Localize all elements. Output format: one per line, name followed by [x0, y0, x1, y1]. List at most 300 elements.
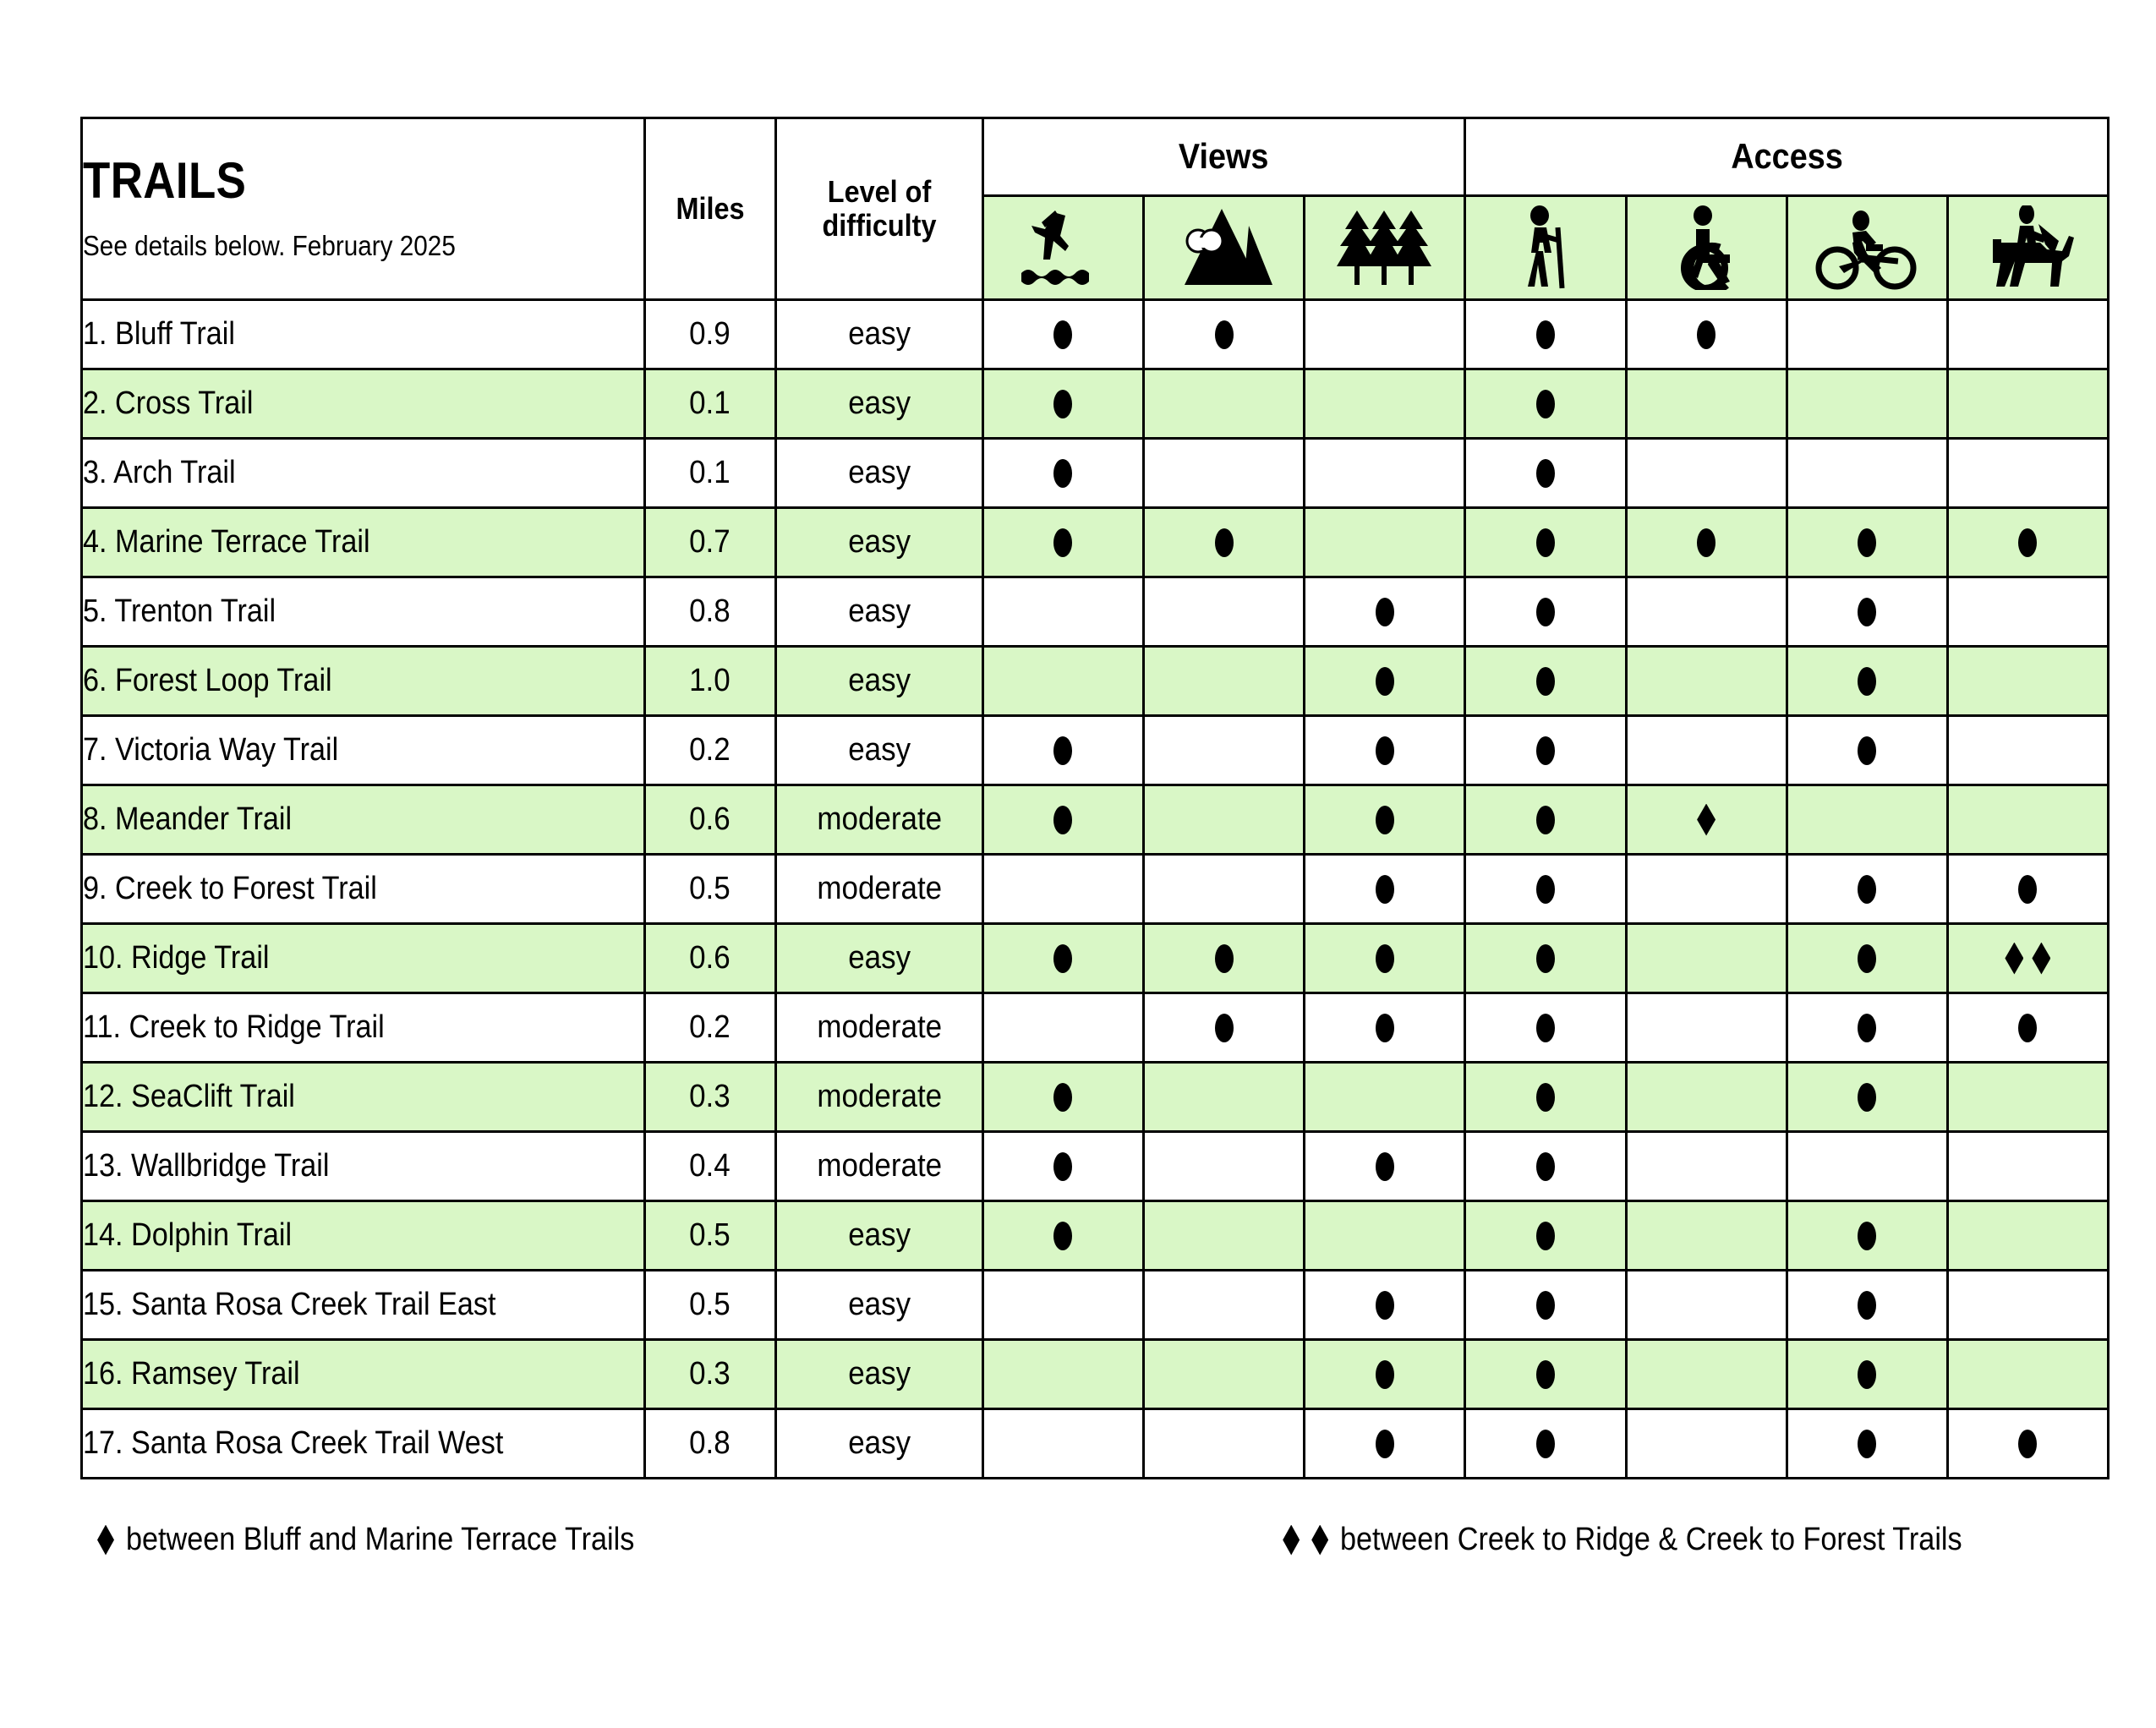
trail-miles-cell: [644, 785, 775, 855]
mark-cell-biking: [1787, 1409, 1947, 1479]
trail-name-label: 8. Meander Trail: [83, 801, 293, 837]
diamond-marker: [1697, 804, 1715, 836]
table-row: [82, 716, 2109, 785]
mark-cell-mountain: [1144, 1132, 1305, 1201]
mark-cell-mountain: [1144, 577, 1305, 647]
mark-cell-hiking: [1465, 508, 1626, 577]
trail-difficulty-cell: [775, 508, 982, 577]
trail-name-cell: [82, 1063, 645, 1132]
trail-difficulty-value: moderate: [816, 1079, 942, 1114]
trail-miles-value: 1.0: [689, 663, 731, 698]
hiker-icon: [1466, 205, 1624, 290]
trail-name-label: 1. Bluff Trail: [83, 316, 235, 352]
trail-difficulty-cell: [775, 924, 982, 993]
trail-difficulty-value: easy: [847, 1287, 911, 1322]
mark-cell-forest: [1305, 1201, 1465, 1271]
trail-difficulty-value: easy: [847, 386, 911, 421]
dot-marker: [1376, 1360, 1394, 1389]
mark-cell-horse: [1947, 924, 2108, 993]
mark-cell-biking: [1787, 647, 1947, 716]
trail-miles-cell: [644, 439, 775, 508]
column-header-difficulty-line1: Level of: [827, 173, 931, 209]
mark-cell-horse: [1947, 1340, 2108, 1409]
dot-marker: [1376, 598, 1394, 626]
trail-difficulty-value: easy: [847, 732, 911, 768]
dot-marker: [1536, 944, 1555, 973]
trail-difficulty-value: easy: [847, 1217, 911, 1253]
table-row: [82, 1201, 2109, 1271]
trail-name-label: 6. Forest Loop Trail: [83, 663, 332, 698]
table-row: [82, 855, 2109, 924]
pine-trees-icon: [1305, 207, 1464, 288]
mark-cell-horse: [1947, 508, 2108, 577]
mark-cell-hiking: [1465, 855, 1626, 924]
diamond-icon: [97, 1525, 114, 1556]
column-header-wheelchair: [1626, 195, 1787, 299]
trail-name-label: 13. Wallbridge Trail: [83, 1148, 330, 1184]
mark-cell-horse: [1947, 369, 2108, 439]
table-row: [82, 508, 2109, 577]
horseback-rider-icon: [1949, 205, 2107, 290]
trail-difficulty-cell: [775, 300, 982, 369]
mark-cell-ocean: [982, 577, 1143, 647]
dot-marker: [1053, 1222, 1072, 1250]
dot-marker: [1536, 1291, 1555, 1320]
mark-cell-forest: [1305, 855, 1465, 924]
mark-cell-horse: [1947, 647, 2108, 716]
trail-difficulty-cell: [775, 439, 982, 508]
table-row: [82, 1271, 2109, 1340]
trail-miles-cell: [644, 1409, 775, 1479]
dot-marker: [1376, 667, 1394, 696]
mark-cell-forest: [1305, 785, 1465, 855]
dot-marker: [1053, 528, 1072, 557]
mark-cell-horse: [1947, 1132, 2108, 1201]
trail-name-cell: [82, 1271, 645, 1340]
mark-cell-mountain: [1144, 1271, 1305, 1340]
mark-cell-hiking: [1465, 300, 1626, 369]
wheelchair-icon: [1628, 205, 1786, 290]
mark-cell-mountain: [1144, 1340, 1305, 1409]
trail-miles-cell: [644, 1271, 775, 1340]
mark-cell-horse: [1947, 439, 2108, 508]
mark-cell-mountain: [1144, 439, 1305, 508]
mark-cell-biking: [1787, 577, 1947, 647]
dot-marker: [1376, 875, 1394, 904]
trail-miles-value: 0.6: [689, 940, 731, 976]
mark-cell-biking: [1787, 300, 1947, 369]
mark-cell-ocean: [982, 439, 1143, 508]
mark-cell-hiking: [1465, 993, 1626, 1063]
mountains-icon: [1145, 207, 1303, 288]
trail-miles-cell: [644, 855, 775, 924]
trail-miles-value: 0.2: [689, 732, 731, 768]
footnote-single-diamond-text: between Bluff and Marine Terrace Trails: [126, 1522, 635, 1557]
trail-name-label: 10. Ridge Trail: [83, 940, 270, 976]
trail-name-cell: [82, 1132, 645, 1201]
trail-miles-cell: [644, 577, 775, 647]
trail-name-cell: [82, 1201, 645, 1271]
mark-cell-mountain: [1144, 716, 1305, 785]
mark-cell-ocean: [982, 1409, 1143, 1479]
mark-cell-biking: [1787, 1132, 1947, 1201]
mark-cell-wheelchair: [1626, 993, 1787, 1063]
trail-miles-value: 0.3: [689, 1079, 731, 1114]
dot-marker: [1536, 1360, 1555, 1389]
trail-name-cell: [82, 439, 645, 508]
mark-cell-horse: [1947, 577, 2108, 647]
trail-name-cell: [82, 369, 645, 439]
dot-marker: [1376, 944, 1394, 973]
trail-miles-cell: [644, 1340, 775, 1409]
trail-name-label: 3. Arch Trail: [83, 455, 236, 490]
dot-marker: [1053, 320, 1072, 349]
trail-miles-value: 0.8: [689, 593, 731, 629]
mark-cell-ocean: [982, 1340, 1143, 1409]
mark-cell-wheelchair: [1626, 508, 1787, 577]
trail-miles-value: 0.3: [689, 1356, 731, 1392]
mark-cell-mountain: [1144, 647, 1305, 716]
mark-cell-hiking: [1465, 369, 1626, 439]
trail-difficulty-value: moderate: [816, 871, 942, 906]
dot-marker: [1536, 320, 1555, 349]
mark-cell-horse: [1947, 993, 2108, 1063]
column-header-miles: [644, 118, 775, 300]
dot-marker: [1858, 875, 1876, 904]
mark-cell-biking: [1787, 716, 1947, 785]
mark-cell-hiking: [1465, 1340, 1626, 1409]
mark-cell-ocean: [982, 508, 1143, 577]
trail-miles-cell: [644, 993, 775, 1063]
table-row: [82, 1063, 2109, 1132]
table-row: [82, 369, 2109, 439]
trail-name-label: 17. Santa Rosa Creek Trail West: [83, 1425, 504, 1461]
dot-marker: [1536, 667, 1555, 696]
mark-cell-wheelchair: [1626, 439, 1787, 508]
table-row: [82, 993, 2109, 1063]
mark-cell-horse: [1947, 1409, 2108, 1479]
trail-name-cell: [82, 647, 645, 716]
trail-miles-value: 0.5: [689, 1287, 731, 1322]
mark-cell-ocean: [982, 647, 1143, 716]
trail-difficulty-value: moderate: [816, 1148, 942, 1184]
dot-marker: [1215, 320, 1234, 349]
trail-miles-cell: [644, 924, 775, 993]
trail-difficulty-cell: [775, 369, 982, 439]
mark-cell-hiking: [1465, 1063, 1626, 1132]
trail-name-cell: [82, 577, 645, 647]
mark-cell-wheelchair: [1626, 1201, 1787, 1271]
trail-miles-value: 0.5: [689, 871, 731, 906]
diamond-icon: [1283, 1525, 1300, 1556]
trail-difficulty-cell: [775, 647, 982, 716]
column-header-miles-label: Miles: [676, 190, 745, 226]
mark-cell-biking: [1787, 1271, 1947, 1340]
trail-difficulty-value: easy: [847, 593, 911, 629]
trail-difficulty-cell: [775, 993, 982, 1063]
footnote-double-diamond-text: between Creek to Ridge & Creek to Forest Trails: [1340, 1522, 1962, 1557]
trail-difficulty-cell: [775, 1340, 982, 1409]
mark-cell-biking: [1787, 1340, 1947, 1409]
mark-cell-wheelchair: [1626, 647, 1787, 716]
mark-cell-biking: [1787, 508, 1947, 577]
mark-cell-hiking: [1465, 924, 1626, 993]
dot-marker: [1536, 1222, 1555, 1250]
mark-cell-mountain: [1144, 855, 1305, 924]
mark-cell-mountain: [1144, 300, 1305, 369]
mark-cell-ocean: [982, 369, 1143, 439]
mark-cell-forest: [1305, 1271, 1465, 1340]
dot-marker: [1858, 1083, 1876, 1112]
mark-cell-ocean: [982, 300, 1143, 369]
dot-marker: [1536, 1152, 1555, 1181]
column-header-mountain: [1144, 195, 1305, 299]
table-row: [82, 647, 2109, 716]
dot-marker: [2018, 875, 2037, 904]
mark-cell-wheelchair: [1626, 1409, 1787, 1479]
footnotes: [80, 1522, 2109, 1558]
mark-cell-hiking: [1465, 1409, 1626, 1479]
mark-cell-biking: [1787, 993, 1947, 1063]
mark-cell-ocean: [982, 1271, 1143, 1340]
mark-cell-forest: [1305, 716, 1465, 785]
trail-name-label: 14. Dolphin Trail: [83, 1217, 293, 1253]
dot-marker: [2018, 1014, 2037, 1042]
dot-marker: [1536, 598, 1555, 626]
trail-name-cell: [82, 785, 645, 855]
dot-marker: [1215, 944, 1234, 973]
mark-cell-wheelchair: [1626, 577, 1787, 647]
column-header-biking: [1787, 195, 1947, 299]
mark-cell-forest: [1305, 439, 1465, 508]
trail-miles-cell: [644, 369, 775, 439]
whale-tail-ocean-icon: [984, 207, 1142, 288]
trail-difficulty-cell: [775, 577, 982, 647]
dot-marker: [1858, 667, 1876, 696]
group-header-views: [982, 118, 1464, 196]
mark-cell-hiking: [1465, 1132, 1626, 1201]
trail-name-cell: [82, 1340, 645, 1409]
dot-marker: [2018, 1430, 2037, 1458]
mark-cell-mountain: [1144, 508, 1305, 577]
mark-cell-ocean: [982, 1132, 1143, 1201]
mark-cell-mountain: [1144, 369, 1305, 439]
mark-cell-ocean: [982, 855, 1143, 924]
mark-cell-horse: [1947, 1063, 2108, 1132]
dot-marker: [1858, 1430, 1876, 1458]
trail-difficulty-cell: [775, 785, 982, 855]
mark-cell-biking: [1787, 439, 1947, 508]
page-title: TRAILS: [83, 152, 247, 209]
trail-miles-value: 0.5: [689, 1217, 731, 1253]
table-row: [82, 439, 2109, 508]
title-subtitle: See details below. February 2025: [83, 230, 456, 261]
trail-miles-value: 0.6: [689, 801, 731, 837]
dot-marker: [1858, 1014, 1876, 1042]
trail-miles-cell: [644, 300, 775, 369]
dot-marker: [1376, 1291, 1394, 1320]
mark-cell-biking: [1787, 1201, 1947, 1271]
trail-name-label: 15. Santa Rosa Creek Trail East: [83, 1287, 496, 1322]
table-row: [82, 577, 2109, 647]
dot-marker: [1858, 1360, 1876, 1389]
trail-name-label: 16. Ramsey Trail: [83, 1356, 300, 1392]
diamond-marker: [2032, 943, 2050, 975]
dot-marker: [2018, 528, 2037, 557]
mark-cell-forest: [1305, 300, 1465, 369]
mark-cell-ocean: [982, 1063, 1143, 1132]
mark-cell-hiking: [1465, 716, 1626, 785]
bicycle-icon: [1788, 205, 1946, 290]
dot-marker: [1536, 875, 1555, 904]
mark-cell-horse: [1947, 1201, 2108, 1271]
trail-name-label: 5. Trenton Trail: [83, 593, 276, 629]
trail-name-label: 12. SeaClift Trail: [83, 1079, 295, 1114]
trail-difficulty-cell: [775, 1063, 982, 1132]
mark-cell-forest: [1305, 1340, 1465, 1409]
mark-cell-wheelchair: [1626, 1271, 1787, 1340]
dot-marker: [1376, 1152, 1394, 1181]
mark-cell-mountain: [1144, 785, 1305, 855]
trail-difficulty-cell: [775, 1409, 982, 1479]
header-group-row: [82, 118, 2109, 196]
mark-cell-hiking: [1465, 647, 1626, 716]
dot-marker: [1376, 806, 1394, 834]
mark-cell-wheelchair: [1626, 1340, 1787, 1409]
column-header-hiking: [1465, 195, 1626, 299]
trail-name-cell: [82, 993, 645, 1063]
dot-marker: [1376, 736, 1394, 765]
mark-cell-forest: [1305, 369, 1465, 439]
trail-name-cell: [82, 924, 645, 993]
dot-marker: [1376, 1014, 1394, 1042]
mark-cell-horse: [1947, 716, 2108, 785]
mark-cell-mountain: [1144, 1201, 1305, 1271]
mark-cell-mountain: [1144, 1409, 1305, 1479]
mark-cell-horse: [1947, 300, 2108, 369]
trail-name-label: 9. Creek to Forest Trail: [83, 871, 377, 906]
mark-cell-forest: [1305, 1132, 1465, 1201]
mark-cell-forest: [1305, 993, 1465, 1063]
mark-cell-ocean: [982, 785, 1143, 855]
diamond-icon: [1311, 1525, 1328, 1556]
trail-miles-cell: [644, 1132, 775, 1201]
mark-cell-wheelchair: [1626, 785, 1787, 855]
mark-cell-mountain: [1144, 1063, 1305, 1132]
trail-name-cell: [82, 508, 645, 577]
table-row: [82, 1132, 2109, 1201]
mark-cell-horse: [1947, 785, 2108, 855]
trail-difficulty-value: moderate: [816, 1009, 942, 1045]
dot-marker: [1536, 390, 1555, 418]
trail-name-cell: [82, 716, 645, 785]
mark-cell-forest: [1305, 647, 1465, 716]
trail-miles-cell: [644, 716, 775, 785]
dot-marker: [1858, 598, 1876, 626]
dot-marker: [1858, 1222, 1876, 1250]
mark-cell-biking: [1787, 1063, 1947, 1132]
mark-cell-biking: [1787, 369, 1947, 439]
dot-marker: [1858, 1291, 1876, 1320]
dot-marker: [1536, 736, 1555, 765]
trail-name-label: 11. Creek to Ridge Trail: [83, 1009, 385, 1045]
table-row: [82, 1409, 2109, 1479]
trail-name-cell: [82, 1409, 645, 1479]
mark-cell-forest: [1305, 508, 1465, 577]
footnote-double-diamond: [1283, 1522, 2031, 1558]
dot-marker: [1053, 1083, 1072, 1112]
mark-cell-wheelchair: [1626, 369, 1787, 439]
group-header-access-label: Access: [1730, 136, 1843, 177]
title-cell: [82, 118, 645, 300]
trails-table: [80, 117, 2109, 1479]
trail-name-cell: [82, 855, 645, 924]
dot-marker: [1536, 528, 1555, 557]
dot-marker: [1053, 459, 1072, 488]
mark-cell-forest: [1305, 1063, 1465, 1132]
dot-marker: [1536, 1430, 1555, 1458]
trail-difficulty-cell: [775, 1271, 982, 1340]
trail-miles-value: 0.2: [689, 1009, 731, 1045]
trail-difficulty-value: easy: [847, 1425, 911, 1461]
mark-cell-biking: [1787, 785, 1947, 855]
column-header-forest: [1305, 195, 1465, 299]
dot-marker: [1053, 390, 1072, 418]
mark-cell-hiking: [1465, 1271, 1626, 1340]
mark-cell-wheelchair: [1626, 855, 1787, 924]
mark-cell-wheelchair: [1626, 716, 1787, 785]
column-header-difficulty: [775, 118, 982, 300]
table-body: [82, 300, 2109, 1479]
diamond-marker: [2005, 943, 2023, 975]
column-header-difficulty-line2: difficulty: [822, 208, 937, 243]
mark-cell-biking: [1787, 924, 1947, 993]
dot-marker: [1536, 459, 1555, 488]
dot-marker: [1697, 528, 1715, 557]
trail-difficulty-cell: [775, 1132, 982, 1201]
mark-cell-ocean: [982, 993, 1143, 1063]
mark-cell-wheelchair: [1626, 300, 1787, 369]
mark-cell-hiking: [1465, 439, 1626, 508]
column-header-ocean: [982, 195, 1143, 299]
trail-miles-value: 0.1: [689, 386, 731, 421]
trail-miles-cell: [644, 1201, 775, 1271]
trail-miles-value: 0.1: [689, 455, 731, 490]
trail-difficulty-value: easy: [847, 940, 911, 976]
mark-cell-hiking: [1465, 785, 1626, 855]
table-row: [82, 300, 2109, 369]
dot-marker: [1536, 806, 1555, 834]
trail-miles-value: 0.4: [689, 1148, 731, 1184]
trail-difficulty-value: moderate: [816, 801, 942, 837]
column-header-horse: [1947, 195, 2108, 299]
mark-cell-ocean: [982, 716, 1143, 785]
trail-name-label: 2. Cross Trail: [83, 386, 254, 421]
mark-cell-horse: [1947, 855, 2108, 924]
mark-cell-forest: [1305, 577, 1465, 647]
trail-difficulty-value: easy: [847, 663, 911, 698]
trail-miles-cell: [644, 508, 775, 577]
mark-cell-wheelchair: [1626, 1063, 1787, 1132]
dot-marker: [1536, 1014, 1555, 1042]
table-row: [82, 1340, 2109, 1409]
table-row: [82, 924, 2109, 993]
trail-difficulty-value: easy: [847, 524, 911, 560]
trail-name-label: 7. Victoria Way Trail: [83, 732, 339, 768]
mark-cell-hiking: [1465, 1201, 1626, 1271]
dot-marker: [1053, 736, 1072, 765]
trail-name-cell: [82, 300, 645, 369]
